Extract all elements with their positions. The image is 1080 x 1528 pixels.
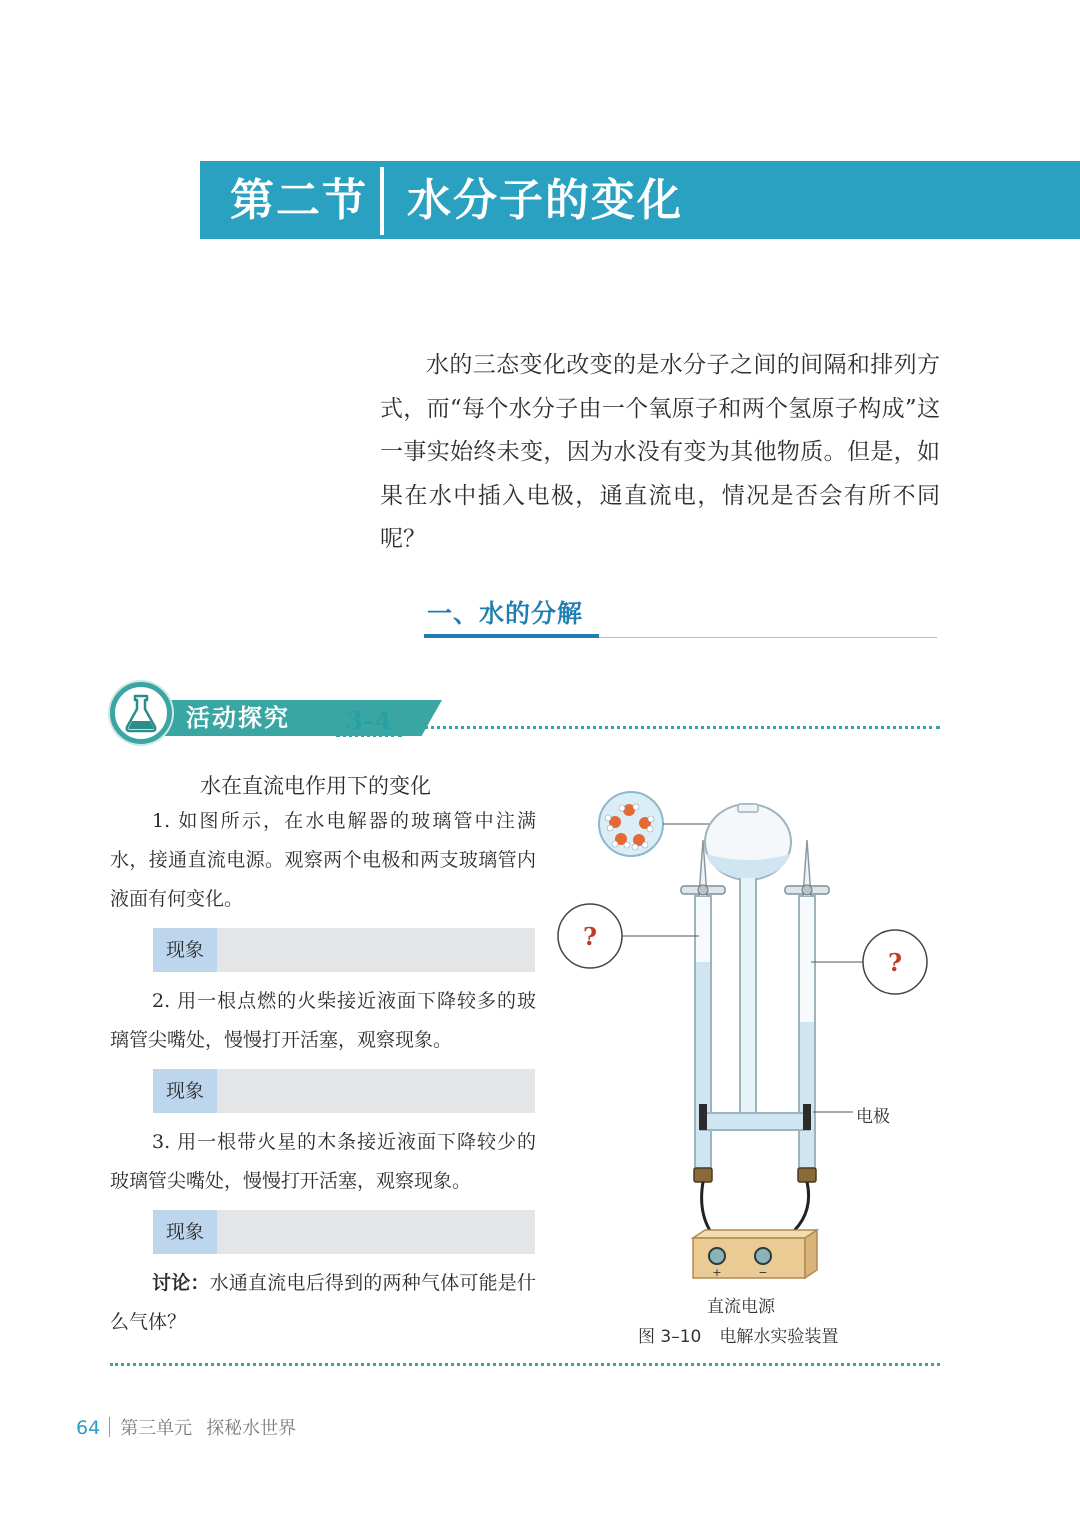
activity-step-3 [110, 1123, 536, 1201]
activity-label: 活动探究 [186, 704, 290, 732]
reservoir-bulb [705, 804, 791, 880]
step-text: 3. 用一根带火星的木条接近液面下降较少的玻璃管尖嘴处，慢慢打开活塞，观察现象。 [110, 1131, 536, 1192]
observation-label: 现象 [153, 1210, 217, 1254]
plus-sign: + [712, 1266, 722, 1279]
section-banner [200, 161, 1080, 239]
step-text: 1. 如图所示，在水电解器的玻璃管中注满水，接通直流电源。观察两个电极和两支玻璃管内液面有何变化。 [110, 810, 536, 910]
discussion [110, 1264, 536, 1342]
page-number: 64 [76, 1417, 101, 1439]
discussion-text: 水通直流电后得到的两种气体可能是什么气体？ [110, 1272, 536, 1333]
activity-title: 水在直流电作用下的变化 [200, 774, 431, 798]
central-tube [740, 878, 756, 1113]
power-supply-label: 直流电源 [707, 1297, 775, 1317]
subsection-title: 一、水的分解 [427, 599, 584, 628]
observation-field-1[interactable] [153, 928, 535, 972]
right-electrode [803, 1104, 811, 1130]
question-mark-left: ? [582, 922, 598, 951]
banner-divider [380, 167, 384, 235]
activity-end-rule [110, 1363, 940, 1366]
dc-power-supply [693, 1230, 817, 1279]
activity-step-2 [110, 982, 536, 1060]
left-plug [694, 1168, 712, 1182]
intro-paragraph [380, 344, 940, 562]
intro-text: 水的三态变化改变的是水分子之间的间隔和排列方式，而“每个水分子由一个氧原子和两个氢原子构成”这一事实始终未变，因为水没有变为其他物质。但是，如果在水中插入电极，通直流电，情况是否会有所不同呢？ [380, 352, 940, 552]
footer-unit-title: 探秘水世界 [206, 1418, 297, 1439]
step-text: 2. 用一根点燃的火柴接近液面下降较多的玻璃管尖嘴处，慢慢打开活塞，观察现象。 [110, 990, 536, 1051]
activity-number-underline [336, 734, 402, 737]
activity-step-1 [110, 802, 536, 919]
figure-number: 图 3–10 [638, 1327, 702, 1347]
subsection-underline [424, 634, 599, 638]
negative-terminal [755, 1248, 771, 1264]
activity-number: 3–4 [346, 706, 392, 735]
footer-divider [109, 1417, 110, 1437]
right-plug [798, 1168, 816, 1182]
left-electrode [699, 1104, 707, 1130]
figure-caption [638, 1322, 856, 1347]
section-title: 水分子的变化 [407, 175, 683, 226]
activity-header [110, 682, 940, 752]
positive-terminal [709, 1248, 725, 1264]
activity-dotted-rule [400, 726, 940, 729]
bottom-connector [701, 1113, 809, 1130]
question-mark-right: ? [887, 948, 903, 977]
page-footer [76, 1414, 296, 1440]
electrode-label: 电极 [856, 1107, 890, 1127]
observation-label: 现象 [153, 928, 217, 972]
observation-label: 现象 [153, 1069, 217, 1113]
subsection-rule [599, 637, 937, 638]
discussion-label: 讨论： [152, 1272, 210, 1294]
footer-unit: 第三单元 [120, 1418, 193, 1439]
section-number: 第二节 [230, 175, 368, 226]
figure-caption-text: 电解水实验装置 [719, 1327, 839, 1347]
electrolysis-apparatus-illustration [555, 778, 940, 1298]
minus-sign: − [758, 1266, 768, 1279]
observation-field-2[interactable] [153, 1069, 535, 1113]
flask-icon [110, 682, 172, 744]
electrolysis-figure [555, 778, 940, 1298]
observation-field-3[interactable] [153, 1210, 535, 1254]
molecule-magnifier [599, 792, 663, 856]
